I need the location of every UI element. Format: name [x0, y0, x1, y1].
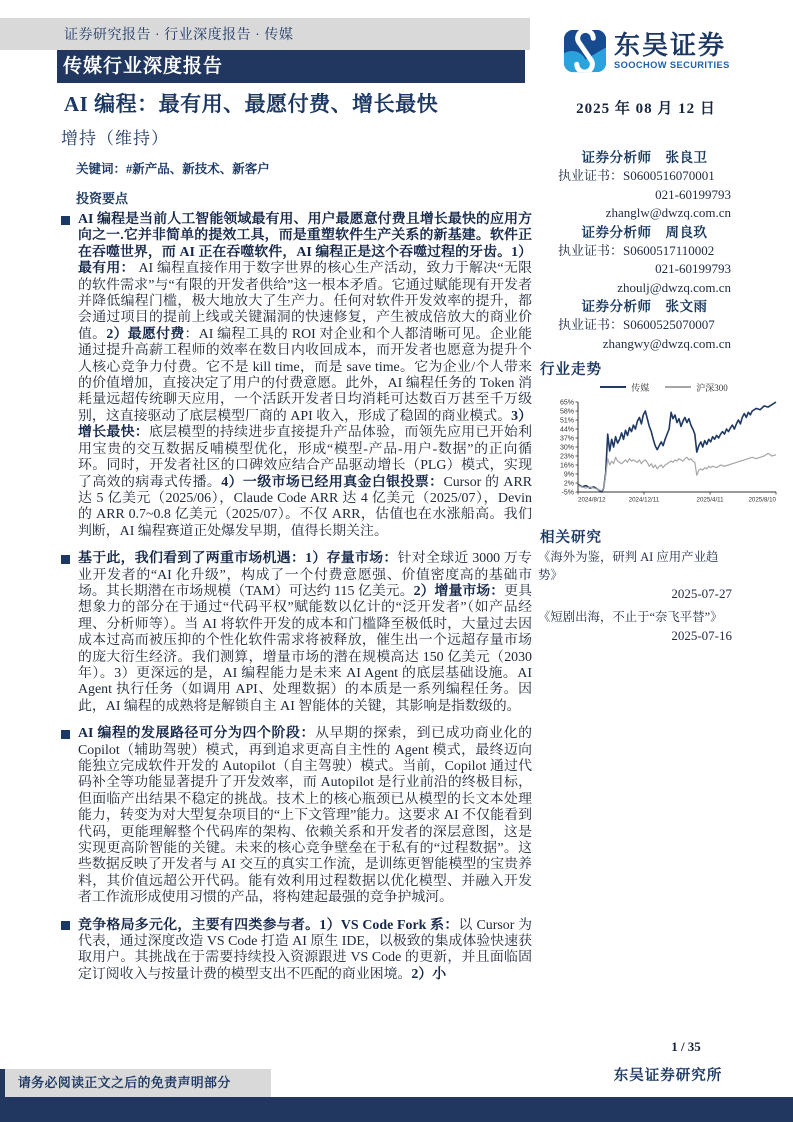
- svg-text:51%: 51%: [559, 417, 574, 425]
- svg-text:16%: 16%: [559, 462, 574, 470]
- svg-text:-5%: -5%: [561, 489, 574, 497]
- analyst-phone: 021-60199793: [655, 186, 731, 202]
- analyst-email[interactable]: zhanglw@dwzq.com.cn: [605, 205, 731, 220]
- footer-bar: [0, 1097, 793, 1122]
- soochow-logo-icon: [563, 29, 607, 73]
- industry-trend-chart: [544, 396, 784, 514]
- report-bullet: [60, 726, 532, 906]
- disclaimer-note: 请务必阅读正文之后的免责声明部分: [5, 1069, 271, 1098]
- svg-text:2024/12/11: 2024/12/11: [628, 496, 660, 504]
- industry-trend-chart-block: [544, 380, 784, 519]
- legend-label: 沪深300: [696, 382, 728, 393]
- bullet-text: AI 编程是当前人工智能领域最有用、用户最愿意付费且增长最快的应用方向之一.它并非简单的提效工具，而是重塑软件生产关系的新基建。软件正在吞噬世界，而 AI 正在吞噬软件，AI 编程正是这个吞噬过程的牙齿。1）最有用： AI 编程直接作用于数字世界的核心生产活动，致力于解决“无限的软件需求”与“有限的开发者供给”这一根本矛盾。它通过赋能现有开发者并降低编程门槛，极大地放大了生产力。任何对软件开发效率的提升，都会通过项目的提前上线或关键漏洞的快速修复，产生被成倍放大的商业价值。2）最愿付费：AI 编程工具的 ROI 对企业和个人都清晰可见。企业能通过提升高薪工程师的效率在数日内收回成本，而开发者也愿意为提升个人核心竞争力付费。它不是 kill time，而是 save time。它为企业/个人带来的价值增加，直接决定了用户的付费意愿。此外，AI 编程任务的 Token 消耗量远超传统聊天应用，一个活跃开发者日均消耗可达数百万甚至千万级别，这直接驱动了底层模型厂商的 API 收入，形成了稳固的商业模式。3）增长最快：底层模型的持续进步直接提升产品体验，而领先应用已开始利用宝贵的交互数据反哺模型优化，形成“模型-产品-用户-数据”的正向循环。同时，开发者社区的口碑效应结合产品驱动增长（PLG）模式，实现了高效的病毒式传播。4）一级市场已经用真金白银投票：Cursor 的 ARR 达 5 亿美元（2025/06），Claude Code ARR 达 4 亿美元（2025/07），Devin 的 ARR 0.7~0.8 亿美元（2025/07）。不仅 ARR，估值也在水涨船高。我们判断，AI 编程赛道正处爆发早期，值得长期关注。: [78, 212, 533, 539]
- svg-text:9%: 9%: [563, 471, 574, 479]
- industry-trend-heading: 行业走势: [540, 362, 602, 378]
- brand-name-en: SOOCHOW SECURITIES: [614, 60, 730, 70]
- related-research-heading: 相关研究: [540, 530, 602, 546]
- page-title: AI 编程：最有用、最愿付费、增长最快: [64, 92, 439, 116]
- svg-text:30%: 30%: [559, 444, 574, 452]
- analyst-cert: 执业证书：S0600517110002: [558, 242, 715, 258]
- svg-text:2024/8/12: 2024/8/12: [578, 496, 606, 504]
- analyst-cert: 执业证书：S0600516070001: [558, 168, 715, 183]
- analyst-email[interactable]: zhangwy@dwzq.com.cn: [602, 335, 731, 351]
- research-item-date: 2025-07-16: [671, 628, 732, 643]
- research-item-date: 2025-07-27: [671, 586, 732, 601]
- investment-highlights-label: 投资要点: [76, 191, 129, 206]
- analyst-list: [558, 148, 731, 353]
- legend-item-csi300: [665, 381, 728, 394]
- rating-label: 增持（维持）: [61, 129, 169, 148]
- report-type-banner: 传媒行业深度报告: [57, 50, 525, 83]
- svg-text:2%: 2%: [563, 480, 574, 488]
- bullet-square-icon: [61, 216, 70, 225]
- chart-legend: [544, 380, 784, 394]
- breadcrumb: 证券研究报告 · 行业深度报告 · 传媒: [64, 28, 294, 43]
- bullet-text: 基于此，我们看到了两重市场机遇：1）存量市场：针对全球近 3000 万专业开发者的“AI 化升级”，构成了一个付费意愿强、价值密度高的基础市场。其长期潜在市场规模（TAM）可达约 115 亿美元。2）增量市场：更具想象力的部分在于通过“代码平权”赋能数以亿计的“泛开发者”（如产品经理、分析师等）。当 AI 将软件开发的成本和门槛降至极低时，大量过去因成本过高而被压抑的个性化软件需求将被释放，催生出一个远超存量市场的庞大衍生经济。我们测算，增量市场的潜在规模高达 150 亿美元（2030 年）。3）更深远的是，AI 编程能力是未来 AI Agent 的底层基础设施。AI Agent 执行任务（如调用 API、处理数据）的本质是一系列编程任务。因此，AI 编程的成熟将是解锁自主 AI 智能体的关键，其影响是指数级的。: [78, 551, 532, 714]
- report-date: 2025 年 08 月 12 日: [576, 101, 716, 117]
- analyst-email[interactable]: zhoulj@dwzq.com.cn: [617, 279, 731, 295]
- brand-name-cn: 东吴证券: [614, 31, 727, 60]
- legend-item-media: [600, 381, 649, 394]
- analyst-cert: 执业证书：S0600525070007: [558, 317, 715, 332]
- report-bullet: [60, 212, 532, 540]
- bullet-square-icon: [61, 730, 70, 739]
- research-item-title[interactable]: 《海外为鉴，研判 AI 应用产业趋势》: [538, 550, 719, 582]
- analyst-phone: 021-60199793: [655, 261, 731, 276]
- institute-name: 东吴证券研究所: [613, 1068, 723, 1084]
- svg-text:2025/8/10: 2025/8/10: [748, 496, 776, 504]
- svg-text:37%: 37%: [559, 435, 574, 443]
- report-bullet: [60, 551, 532, 715]
- related-research-list: [538, 548, 732, 650]
- keywords-line: 关键词：#新产品、新技术、新客户: [76, 162, 270, 176]
- svg-text:23%: 23%: [559, 453, 574, 461]
- legend-line-icon: [665, 386, 691, 388]
- report-bullet: [60, 918, 532, 984]
- svg-text:58%: 58%: [559, 408, 574, 416]
- analyst-name: 证券分析师 张良卫: [581, 150, 708, 165]
- bullet-square-icon: [61, 921, 70, 930]
- legend-line-icon: [600, 386, 626, 388]
- svg-text:2025/4/11: 2025/4/11: [696, 496, 724, 504]
- research-item-title[interactable]: 《短剧出海，不止于“奈飞平替”》: [538, 610, 723, 624]
- page-number: 1 / 35: [671, 1039, 701, 1054]
- brand-logo: [563, 28, 735, 74]
- legend-label: 传媒: [631, 382, 650, 393]
- svg-text:44%: 44%: [559, 426, 574, 434]
- bullet-text: 竞争格局多元化，主要有四类参与者。1）VS Code Fork 系：以 Cursor 为代表，通过深度改造 VS Code 打造 AI 原生 IDE，以极致的集成体验快速获取用户。其挑战在于需要持续投入资源跟进 VS Code 的更新，并且面临固定订阅收入与按量计费的模型支出不匹配的商业困境。2）小: [78, 917, 532, 982]
- breadcrumb-bar: [0, 18, 530, 50]
- svg-text:65%: 65%: [559, 399, 574, 407]
- bullet-square-icon: [61, 555, 70, 564]
- analyst-name: 证券分析师 周良玖: [581, 224, 708, 240]
- analyst-name: 证券分析师 张文雨: [581, 299, 708, 314]
- investment-highlights-list: [60, 212, 532, 994]
- bullet-text: AI 编程的发展路径可分为四个阶段：从早期的探索，到已成功商业化的 Copilot（辅助驾驶）模式，再到追求更高自主性的 Agent 模式，最终迈向能独立完成软件开发的 Autopilot（自主驾驶）模式。当前，Copilot 通过代码补全等功能显著提升了开发效率，而 Autopilot 是行业前沿的终极目标，但面临产出结果不稳定的挑战。技术上的核心瓶颈已从模型的长文本处理能力，转变为对大型复杂项目的“上下文管理”能力。这要求 AI 不仅能看到代码，更能理解整个代码库的架构、依赖关系和开发者的深层意图，这是实现更高阶智能的关键。未来的核心竞争壁垒在于私有的“过程数据”。这些数据反映了开发者与 AI 交互的真实工作流，是训练更智能模型的宝贵养料，其价值远超公开代码。能有效利用过程数据以优化模型、并融入开发者工作流形成使用习惯的产品，将构建起最强的竞争护城河。: [78, 726, 532, 906]
